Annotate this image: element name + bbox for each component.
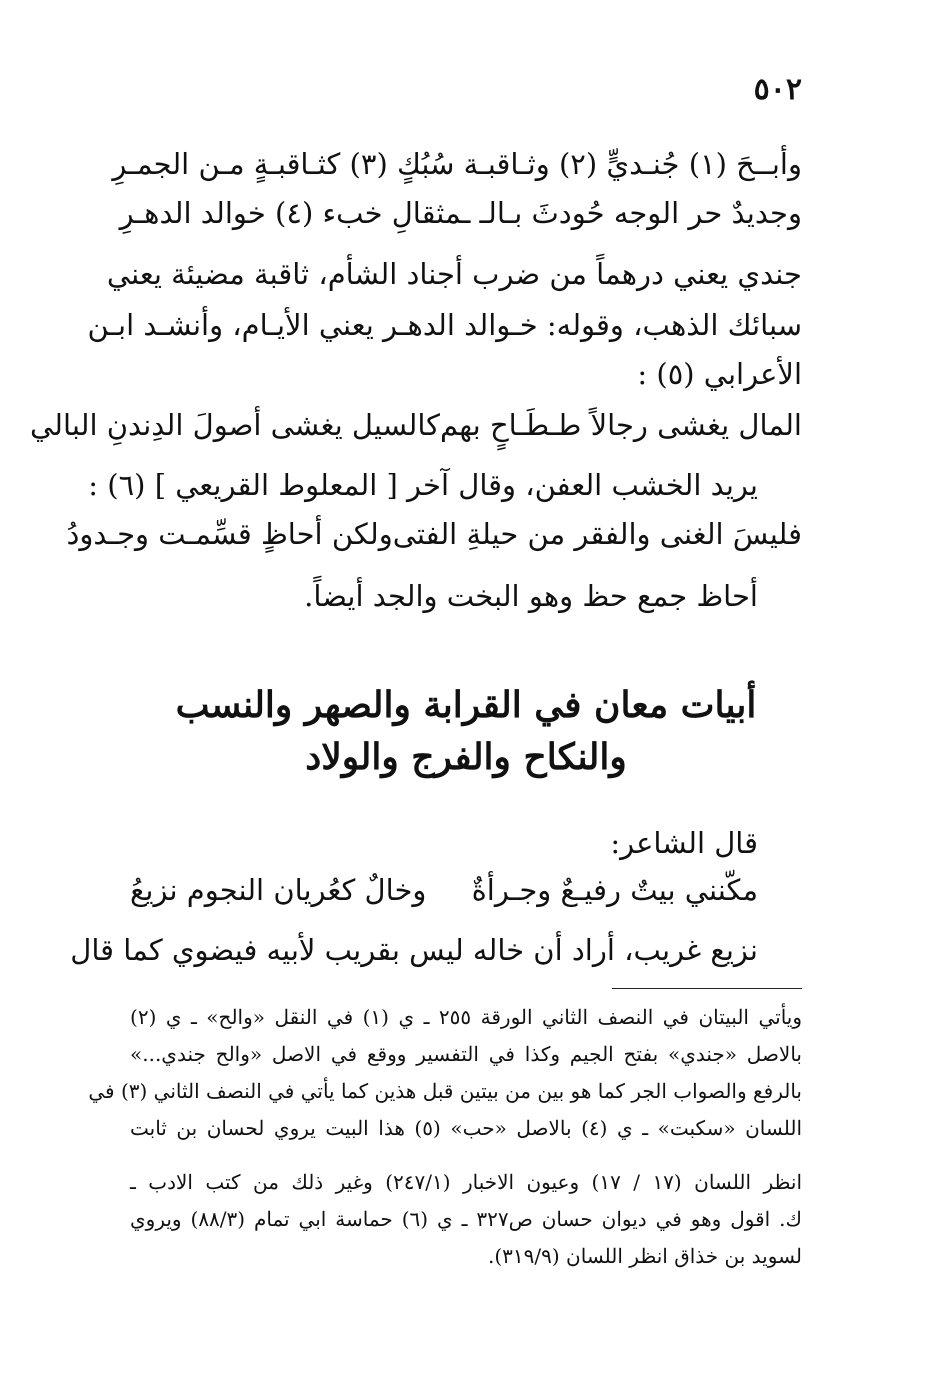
verse-2-second-hemistich: كالسيل يغشى أصولَ الدِندنِ البالي [30,408,440,442]
footnote-line-4: اللسان «سكبت» ـ ي (٤) بالاصل «حب» (٥) هذا البيت يروي لحسان بن ثابت [130,1116,802,1140]
verse-2 [30,405,802,445]
footnote-line-5: انظر اللسان (١٧ / ١٧) وعيون الاخبار (٢٤٧/١) وغير ذلك من كتب الادب ـ [130,1170,803,1194]
footnote-line-6: ك. اقول وهو في ديوان حسان ص٣٢٧ ـ ي (٦) حماسة ابي تمام (٨٨/٣) ويروي [130,1207,803,1231]
footnote-line-1: ويأتي البيتان في النصف الثاني الورقة ٢٥٥ ـ ي (١) في النقل «والح» ـ ي (٢) [130,1005,803,1029]
verse-1-line-1: وأبــحَ (١) جُنـديٍّ (٢) وثـاقبـة سُبُكٍ (٣) كثـاقبـةٍ مـن الجمـرِ [112,147,802,181]
footnote-separator [612,988,802,989]
verse-4-first-hemistich: مكّنني بيتٌ رفيـعٌ وجـرأةٌ [471,873,758,907]
footnote-line-2: بالاصل «جندي» بفتح الجيم وكذا في التفسير ووقع في الاصل «والح جندي...» [130,1042,802,1066]
section-title-line-2: والنكاح والفرج والولاد [305,736,627,778]
paragraph-2: يريد الخشب العفن، وقال آخر [ المعلوط القريعي ] (٦) : [88,468,758,502]
paragraph-4: نزيع غريب، أراد أن خاله ليس بقريب لأبيه فيضوي كما قال [70,933,758,967]
footnote-line-3: بالرفع والصواب الجر كما هو بين من بيتين قبل هذين كما يأتي في النصف الثاني (٣) في [88,1079,802,1103]
paragraph-1-line-1: جندي يعني درهماً من ضرب أجناد الشأم، ثاقبة مضيئة يعني [106,257,802,291]
verse-3-second-hemistich: ولكن أحاظٍ قسِّمـت وجـدودُ [66,517,393,551]
verse-4-second-hemistich: وخالٌ كعُريان النجوم نزيعُ [130,873,427,907]
verse-1-line-2: وجديدٌ حر الوجه حُودثَ بـالـ ـمثقالِ خبء (٤) خوالد الدهـرِ [119,196,802,230]
paragraph-1-line-2: سبائك الذهب، وقوله: خـوالد الدهـر يعني الأيـام، وأنشـد ابـن [87,308,802,342]
verse-2-first-hemistich: المال يغشى رجالاً طـطَـاحٍ بهم [439,408,802,442]
section-title-line-1: أبيات معان في القرابة والصهر والنسب [175,684,757,726]
paragraph-3: أحاظ جمع حظ وهو البخت والجد أيضاً. [304,579,758,613]
paragraph-1-line-3: الأعرابي (٥) : [637,357,802,391]
verse-3 [66,514,802,554]
poet-intro: قال الشاعر: [610,826,758,860]
verse-3-first-hemistich: فليسَ الغنى والفقر من حيلةِ الفتى [392,517,802,551]
verse-4 [130,870,758,910]
page-number: ٥٠٢ [753,72,802,107]
footnote-line-7: لسويد بن خذاق انظر اللسان (٣١٩/٩). [488,1244,802,1268]
